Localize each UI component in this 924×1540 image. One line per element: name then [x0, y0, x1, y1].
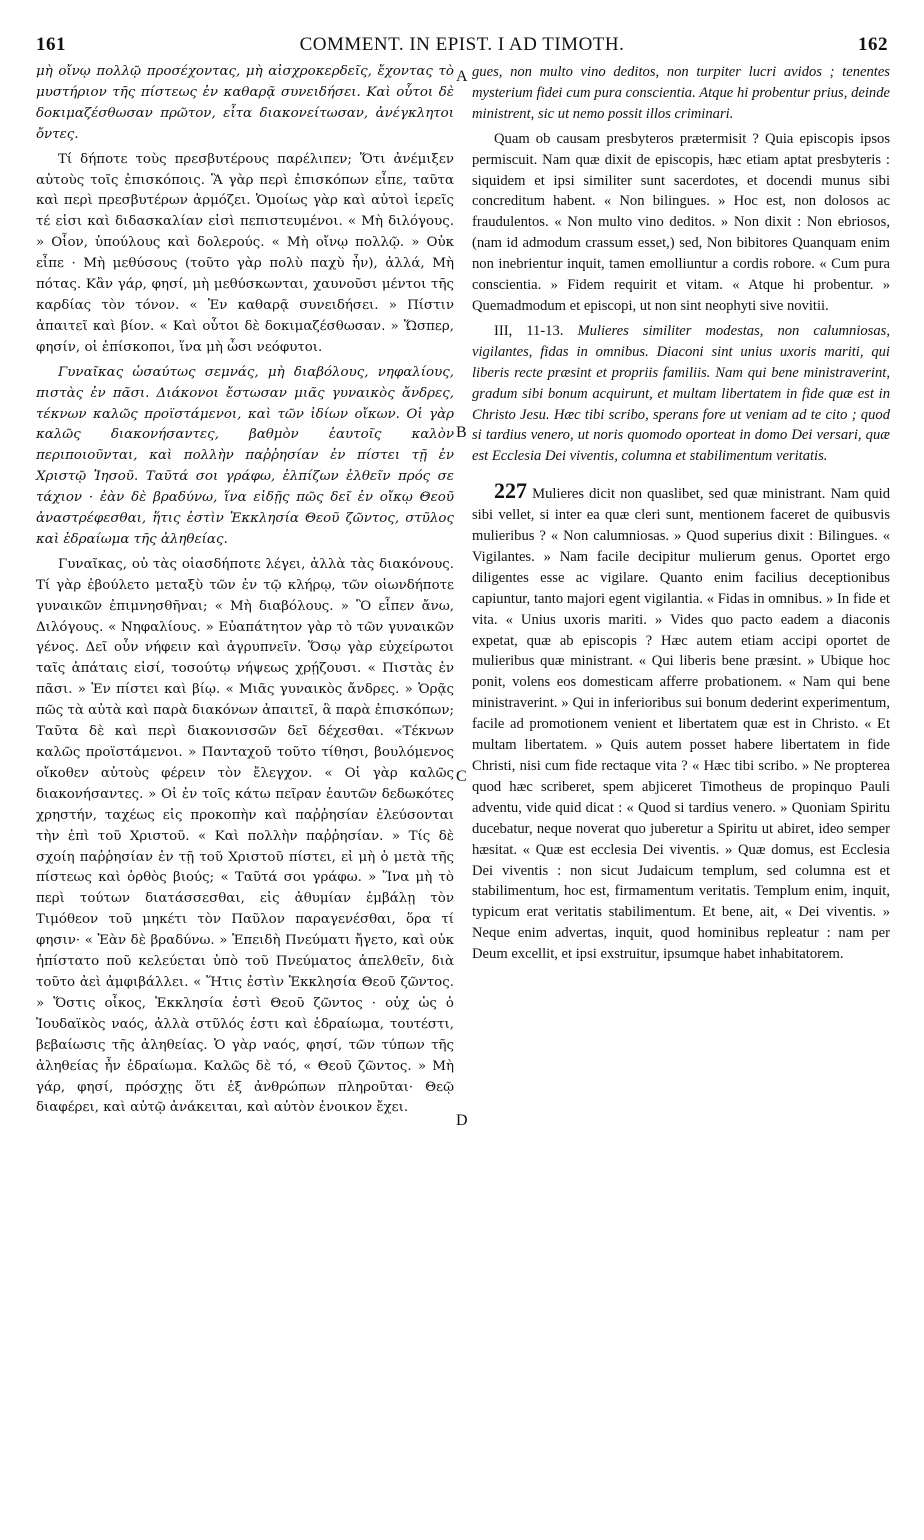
page-number-left: 161 [36, 34, 66, 55]
verse-reference: III, 11-13. [494, 322, 564, 339]
margin-marker-a: A [456, 68, 468, 85]
latin-commentary-1: Quam ob causam presbyteros prætermisit ? Quia episcopis ipsos permiscuit. Nam quæ dixit de episcopis, hæc etiam aptat presbyteris : siquidem et ipsi similiter sunt sacerdotes, et docendi munus sibi concreditum habent. « Non bilingues. » Hoc est, non dolosos ac fraudulentos. « Non multo vino deditos. » Non dixit : Non ebriosos, (nam id admodum crassum esset,) sed, Non bibitores Quanquam enim non inebrientur inquit, tamen emolliuntur a cordis robore. « Cum pura conscientia. » Fidem requirit et vitam. « Atque hi probentur. » Quemadmodum et episcopi, ut non sint neophyti sive novitii. [472, 130, 890, 314]
page-number-right: 162 [858, 34, 888, 55]
greek-column [36, 62, 454, 1119]
latin-scripture-2-text: Mulieres similiter modestas, non calumniosas, vigilantes, fidas in omnibus. Diaconi sint unius uxoris mariti, qui liberis recte præsint et propriis familiis. Nam qui bene ministraverint, gradum sibi bonum acquirunt, et multam libertatem in fide quæ est in Christo Jesu. Hæc tibi scribo, sperans fore ut veniam ad te cito ; quod si tardius venero, ut noris quomodo oporteat in domo Dei versari, quæ est Ecclesia Dei viventis, columna et stabilimentum veritatis. [472, 322, 890, 465]
greek-scripture-2: Γυναῖκας ὡσαύτως σεμνάς, μὴ διαβόλους, νηφαλίους, πιστὰς ἐν πᾶσι. Διάκονοι ἔστωσαν μιᾶς γυναικὸς ἄνδρες, τέκνων καλῶς προϊστάμενοι, καὶ τῶν ἰδίων οἴκων. Οἱ γὰρ καλῶς διακονήσαντες, βαθμὸν ἑαυτοῖς καλὸν περιποιοῦνται, καὶ πολλὴν παῤῥησίαν ἐν πίστει τῇ ἐν Χριστῷ Ἰησοῦ. Ταῦτά σοι γράφω, ἐλπίζων ἐλθεῖν πρός σε τάχιον · ἐὰν δὲ βραδύνω, ἵνα εἰδῇς πῶς δεῖ ἐν οἴκῳ Θεοῦ ἀναστρέφεσθαι, ἥτις ἐστὶν Ἐκκλησία Θεοῦ ζῶντος, στῦλος καὶ ἑδραίωμα τῆς ἀληθείας. [36, 364, 454, 547]
greek-commentary-1: Τί δήποτε τοὺς πρεσβυτέρους παρέλιπεν; Ὅτι ἀνέμιξεν αὐτοὺς τοῖς ἐπισκόποις. Ἃ γὰρ περὶ ἐπισκόπων εἶπε, ταῦτα καὶ περὶ πρεσβυτέρων ἁρμόζει. Ὁμοίως γὰρ καὶ αὐτοὶ ἱερεῖς τέ εἰσι καὶ διδασκαλίαν εἰσὶ πεπιστευμένοι. « Μὴ διλόγους. » Οἷον, ὑπούλους καὶ δολερούς. « Μὴ οἴνῳ πολλῷ. » Οὐκ εἶπε · Μὴ μεθύσους (τοῦτο γὰρ πολὺ παχὺ ἦν), ἀλλά, Μὴ πότας. Κἂν γάρ, φησί, μὴ μεθύσκωνται, χαυνοῦσι μέντοι τῆς καρδίας τὸν τόνον. « Ἐν καθαρᾷ συνειδήσει. » Πίστιν ἀπαιτεῖ καὶ βίον. « Καὶ οὗτοι δὲ δοκιμαζέσθωσαν. » Ὥσπερ, φησίν, οἱ ἐπίσκοποι, ἵνα μὴ ὦσι νεόφυτοι. [36, 151, 454, 355]
margin-marker-d: D [456, 1112, 468, 1129]
page-header [36, 34, 888, 58]
column-number: 227 [494, 478, 527, 504]
latin-commentary-2-text: Mulieres dicit non quaslibet, sed quæ ministrant. Nam quid sibi vellet, si inter ea quæ cleri sunt, mentionem faceret de quibusvis mulieribus ? « Non calumniosas. » Quod superius dixit : Bilingues. « Vigilantes. » Nam facile decipitur mulierum genus. Oportet ergo diligentes esse ac vigilare. Quanto enim facilius deceptionibus capiuntur, tanto majori egent vigilantia. « Fidas in omnibus. » In fide et vita. « Unius uxoris mariti. » Vides quo pacto eadem a diaconis expetat, quæ ab episcopis ? Hæc autem etiam accipi oportet de mulieribus quæ ministrant. « Qui liberis bene præsint. » Ubique hoc ponit, volens eos domesticam afferre probationem. « Nam qui bene ministraverint. » Qui in inferioribus sui bonum dederint experimentum, facile ad promotionem venient et libertatem quæ est in Christo. « Et multam libertatem. » Quis autem posset habere libertatem in fide Christi, nisi cum fide rectaque vita ? « Hæc tibi scribo. » Ne propterea quod hæc scriberet, spem abjiceret Timotheus de propinquo Pauli adventu, vide quid dicat : « Quod si tardius venero. » Quoniam Spiritu ducebatur, neque noverat quo juberetur a Spiritu ut abiret, ideo semper hæsitat. « Quæ est ecclesia Dei viventis. » Quæ domus, est Ecclesia Dei viventis : non sicut Judaicum templum, sed columna est et stabilimentum, hoc est, firmamentum veritatis. Templum enim, inquit, typicum erat veritatis stabilimentum. Et bene, ait, « Dei viventis. » Neque enim advertas, inquit, quod hominibus repleatur : nam per Deum excellit, et ipsi exstruitur, ipsumque habet inhabitatorem. [472, 486, 890, 963]
greek-commentary-2: Γυναῖκας, οὐ τὰς οἱασδήποτε λέγει, ἀλλὰ τὰς διακόνους. Τί γὰρ ἐβούλετο μεταξὺ τῶν ἐν τῷ κλήρῳ, τῶν οἱωνδήποτε γυναικῶν ἐπιμνησθῆναι; « Μὴ διαβόλους. » Ὃ εἶπεν ἄνω, Διλόγους. « Νηφαλίους. » Εὐαπάτητον γὰρ τὸ τῶν γυναικῶν γένος. Δεῖ οὖν νήφειν καὶ ἀγρυπνεῖν. Ὅσῳ γὰρ εὐχείρωτοι ταῖς ἀπάταις εἰσί, τοσούτῳ νήψεως χρῄζουσι. « Πιστὰς ἐν πᾶσι. » Ἐν πίστει καὶ βίῳ. « Μιᾶς γυναικὸς ἄνδρες. » Ὁρᾷς πῶς τὰ αὐτὰ καὶ παρὰ διακόνων ἀπαιτεῖ, ἃ παρὰ ἐπισκόπων; Ταῦτα δὲ καὶ περὶ διακονισσῶν δεῖ δέχεσθαι. «Τέκνων καλῶς προϊστάμενοι. » Πανταχοῦ τοῦτο τίθησι, βουλόμενος οἴκοθεν αὐτοὺς φέρειν τὸν ἔλεγχον. « Οἱ γὰρ καλῶς διακονήσαντες. » Οἱ ἐν τοῖς κάτω πεῖραν ἑαυτῶν δεδωκότες χρηστήν, ταχέως εἰς προκοπὴν καὶ παῤῥησίαν ἐλεύσονται τὴν ἐπὶ τοῦ Χριστοῦ. « Καὶ πολλὴν παῤῥησίαν. » Τίς δὲ σχοίη παῤῥησίαν ἐν τῇ τοῦ Χριστοῦ πίστει, εἰ μὴ ὁ μετὰ τῆς πίστεως καὶ ὀρθὸς βιούς; « Ταῦτά σοι γράφω. » Ἵνα μὴ τὸ περὶ τούτων διατάσσεσθαι, εἰς ἀθυμίαν ἐμβάλῃ τὸν Τιμόθεον τοῦ μηκέτι τὸν Παῦλον παραγενέσθαι, ὅρα τί φησιν· « Ἐὰν δὲ βραδύνω. » Ἐπειδὴ Πνεύματι ἤγετο, καὶ οὐκ ἠπίστατο ποῦ κελεύεται ὑπὸ τοῦ Πνεύματος ἀπελθεῖν, διὰ τοῦτο ἀεὶ ἀμφιβάλλει. « Ἥτις ἐστὶν Ἐκκλησία Θεοῦ ζῶντος. » Ὅστις οἶκος, Ἐκκλησία ἐστὶ Θεοῦ ζῶντος · οὐχ ὡς ὁ Ἰουδαϊκὸς ναός, ἀλλὰ στῦλός ἐστι καὶ ἑδραίωμα, τουτέστι, βεβαίωσις τῆς ἀληθείας. Ὁ γὰρ ναός, φησί, τῶν τύπων τῆς ἀληθείας ἦν ἑδραίωμα. Καλῶς δὲ τό, « Θεοῦ ζῶντος. » Μὴ γάρ, φησί, πρόσχῃς ὅτι ἐξ ἀνθρώπων πληροῦται· Θεῷ διαφέρει, καὶ αὐτῷ ἀνάκειται, καὶ αὐτὸν ἐνοικον ἔχει. [36, 556, 454, 1116]
latin-scripture-1: gues, non multo vino deditos, non turpiter lucri avidos ; tenentes mysterium fidei cum pura conscientia. Atque hi probentur prius, deinde ministrent, sic ut nemo possit illos criminari. [472, 64, 890, 122]
latin-scripture-2 [472, 321, 890, 467]
running-title: COMMENT. IN EPIST. I AD TIMOTH. [299, 34, 625, 55]
latin-commentary-2 [472, 478, 890, 965]
latin-column [472, 62, 890, 965]
greek-scripture-1: μὴ οἴνῳ πολλῷ προσέχοντας, μὴ αἰσχροκερδεῖς, ἔχοντας τὸ μυστήριον τῆς πίστεως ἐν καθαρᾷ συνειδήσει. Καὶ οὗτοι δὲ δοκιμαζέσθωσαν πρῶτον, εἶτα διακονείτωσαν, ἀνέγκλητοι ὄντες. [36, 64, 454, 142]
margin-marker-c: C [456, 768, 467, 785]
margin-marker-b: B [456, 424, 467, 441]
